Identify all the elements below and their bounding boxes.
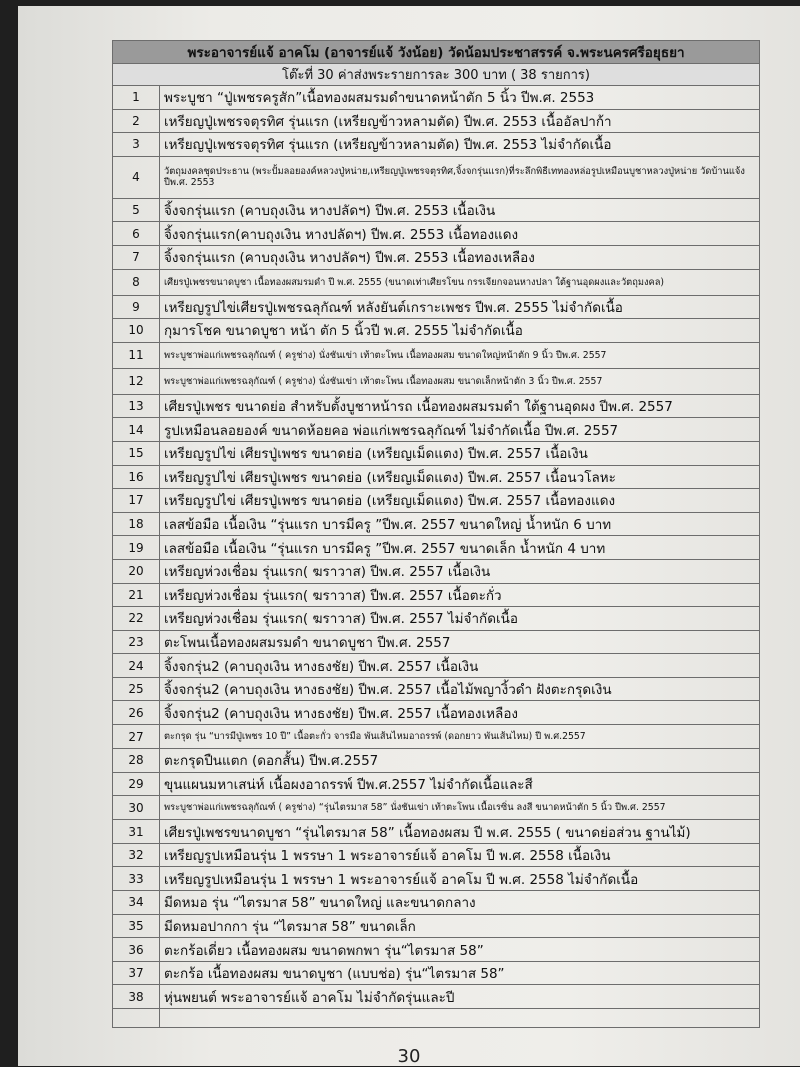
item-number: 21 [113, 583, 160, 607]
item-number: 7 [113, 245, 160, 269]
item-number: 30 [113, 796, 160, 820]
table-title: พระอาจารย์แจ้ อาคโม (อาจารย์แจ้ วังน้อย) วัดน้อมประชาสรรค์ จ.พระนครศรีอยุธยา [113, 41, 760, 64]
item-number: 2 [113, 109, 160, 133]
table-row [113, 867, 760, 891]
empty-cell [113, 1009, 160, 1028]
table-row [113, 86, 760, 110]
table-row [113, 891, 760, 915]
item-number: 3 [113, 133, 160, 157]
item-number: 17 [113, 489, 160, 513]
item-description: หุ่นพยนต์ พระอาจารย์แจ้ อาคโม ไม่จำกัดรุ่นและปี [160, 985, 760, 1009]
item-number: 37 [113, 961, 160, 985]
item-number: 25 [113, 677, 160, 701]
item-description: เหรียญรูปเหมือนรุ่น 1 พรรษา 1 พระอาจารย์แจ้ อาคโม ปี พ.ศ. 2558 เนื้อเงิน [160, 843, 760, 867]
table-row [113, 319, 760, 343]
page-number: 30 [397, 1046, 421, 1067]
table-row [113, 938, 760, 962]
table-row [113, 368, 760, 394]
table-row [113, 269, 760, 295]
item-number: 23 [113, 630, 160, 654]
item-number: 24 [113, 654, 160, 678]
item-description: จิ้งจกรุ่น2 (คาบถุงเงิน หางธงชัย) ปีพ.ศ. 2557 เนื้อทองเหลือง [160, 701, 760, 725]
table-row [113, 109, 760, 133]
item-number: 14 [113, 418, 160, 442]
item-description: ตะกร้อเดี่ยว เนื้อทองผสม ขนาดพกพา รุ่น“ไตรมาส 58” [160, 938, 760, 962]
table-row [113, 772, 760, 796]
item-number: 18 [113, 512, 160, 536]
item-description: เหรียญปู่เพชรจตุรทิศ รุ่นแรก (เหรียญข้าวหลามตัด) ปีพ.ศ. 2553 ไม่จำกัดเนื้อ [160, 133, 760, 157]
item-description: ตะกรุด รุ่น “บารมีปู่เพชร 10 ปี” เนื้อตะกั่ว จารมือ พันเส้นไหมอาถรรพ์ (ดอกยาว พันเส้นไหม) ปี พ.ศ.2557 [160, 725, 760, 749]
item-description: ตะกรุดปืนแตก (ดอกสั้น) ปีพ.ศ.2557 [160, 749, 760, 773]
item-number: 35 [113, 914, 160, 938]
table-row [113, 394, 760, 418]
item-number: 10 [113, 319, 160, 343]
item-number: 22 [113, 607, 160, 631]
item-description: ขุนแผนมหาเสน่ห์ เนื้อผงอาถรรพ์ ปีพ.ศ.2557 ไม่จำกัดเนื้อและสี [160, 772, 760, 796]
item-description: พระบูชาพ่อแก่เพชรฉลุกัณฑ์ ( ครูช่าง) นั่งชันเข่า เท้าตะโพน เนื้อทองผสม ขนาดใหญ่หน้าตัก 9 นิ้ว ปีพ.ศ. 2557 [160, 342, 760, 368]
item-description: กุมารโชค ขนาดบูชา หน้า ตัก 5 นิ้วปี พ.ศ. 2555 ไม่จำกัดเนื้อ [160, 319, 760, 343]
item-description: เลสข้อมือ เนื้อเงิน “รุ่นแรก บารมีครู ”ปีพ.ศ. 2557 ขนาดเล็ก น้ำหนัก 4 บาท [160, 536, 760, 560]
table-row [113, 677, 760, 701]
table-row [113, 465, 760, 489]
item-description: จิ้งจกรุ่นแรก(คาบถุงเงิน หางปลัดฯ) ปีพ.ศ. 2553 เนื้อทองแดง [160, 222, 760, 246]
item-description: พระบูชาพ่อแก่เพชรฉลุกัณฑ์ ( ครูช่าง) “รุ่นไตรมาส 58” นั่งชันเข่า เท้าตะโพน เนื้อเรซิ่น ลงสี ขนาดหน้าตัก 5 นิ้ว ปีพ.ศ. 2557 [160, 796, 760, 820]
item-number: 13 [113, 394, 160, 418]
item-number: 20 [113, 559, 160, 583]
item-description: จิ้งจกรุ่น2 (คาบถุงเงิน หางธงชัย) ปีพ.ศ. 2557 เนื้อไม้พญางิ้วดำ ฝังตะกรุดเงิน [160, 677, 760, 701]
item-number: 36 [113, 938, 160, 962]
item-number: 4 [113, 156, 160, 198]
item-description: จิ้งจกรุ่นแรก (คาบถุงเงิน หางปลัดฯ) ปีพ.ศ. 2553 เนื้อเงิน [160, 198, 760, 222]
item-description: วัตถุมงคลชุดประธาน (พระปั้มลอยองค์หลวงปู่หน่าย,เหรียญปู่เพชรจตุรทิศ,จิ้งจกรุ่นแรก)ที่ระลึกพิธีเททองหล่อรูปเหมือนบูชาหลวงปู่หน่าย วัดบ้านแจ้ง ปีพ.ศ. 2553 [160, 156, 760, 198]
item-description: เหรียญห่วงเชื่อม รุ่นแรก( ฆราวาส) ปีพ.ศ. 2557 เนื้อเงิน [160, 559, 760, 583]
item-description: เหรียญห่วงเชื่อม รุ่นแรก( ฆราวาส) ปีพ.ศ. 2557 เนื้อตะกั่ว [160, 583, 760, 607]
table-row [113, 701, 760, 725]
table-row [113, 222, 760, 246]
item-number: 27 [113, 725, 160, 749]
item-description: ตะกร้อ เนื้อทองผสม ขนาดบูชา (แบบช่อ) รุ่น“ไตรมาส 58” [160, 961, 760, 985]
item-number: 29 [113, 772, 160, 796]
table-row [113, 133, 760, 157]
item-number: 32 [113, 843, 160, 867]
item-number: 28 [113, 749, 160, 773]
item-description: รูปเหมือนลอยองค์ ขนาดห้อยคอ พ่อแก่เพชรฉลุกัณฑ์ ไม่จำกัดเนื้อ ปีพ.ศ. 2557 [160, 418, 760, 442]
table-row [113, 418, 760, 442]
catalog-page [18, 6, 800, 1066]
item-number: 19 [113, 536, 160, 560]
table-row [113, 607, 760, 631]
item-number: 8 [113, 269, 160, 295]
item-description: มีดหมอ รุ่น “ไตรมาส 58” ขนาดใหญ่ และขนาดกลาง [160, 891, 760, 915]
item-number: 31 [113, 820, 160, 844]
table-row [113, 583, 760, 607]
table-row [113, 985, 760, 1009]
table-row [113, 843, 760, 867]
table-row [113, 536, 760, 560]
item-number: 5 [113, 198, 160, 222]
item-description: เศียรปู่เพชรขนาดบูชา “รุ่นไตรมาส 58” เนื้อทองผสม ปี พ.ศ. 2555 ( ขนาดย่อส่วน ฐานไม้) [160, 820, 760, 844]
item-description: เหรียญรูปไข่ เศียรปู่เพชร ขนาดย่อ (เหรียญเม็ดแตง) ปีพ.ศ. 2557 เนื้อทองแดง [160, 489, 760, 513]
item-number: 12 [113, 368, 160, 394]
item-description: เหรียญรูปไข่ เศียรปู่เพชร ขนาดย่อ (เหรียญเม็ดแตง) ปีพ.ศ. 2557 เนื้อเงิน [160, 441, 760, 465]
item-description: มีดหมอปากกา รุ่น “ไตรมาส 58” ขนาดเล็ก [160, 914, 760, 938]
table-title-row [113, 41, 760, 64]
table-row [113, 512, 760, 536]
table-row [113, 342, 760, 368]
empty-row [113, 1009, 760, 1028]
table-subtitle-row [113, 64, 760, 86]
item-description: เหรียญรูปไข่ เศียรปู่เพชร ขนาดย่อ (เหรียญเม็ดแตง) ปีพ.ศ. 2557 เนื้อนวโลหะ [160, 465, 760, 489]
empty-cell [160, 1009, 760, 1028]
item-description: พระบูชา “ปู่เพชรครูสัก”เนื้อทองผสมรมดำขนาดหน้าตัก 5 นิ้ว ปีพ.ศ. 2553 [160, 86, 760, 110]
table-row [113, 820, 760, 844]
item-description: เศียรปู่เพชร ขนาดย่อ สำหรับตั้งบูชาหน้ารถ เนื้อทองผสมรมดำ ใต้ฐานอุดผง ปีพ.ศ. 2557 [160, 394, 760, 418]
item-description: เหรียญรูปเหมือนรุ่น 1 พรรษา 1 พระอาจารย์แจ้ อาคโม ปี พ.ศ. 2558 ไม่จำกัดเนื้อ [160, 867, 760, 891]
item-table [112, 40, 760, 1028]
table-row [113, 749, 760, 773]
table-row [113, 796, 760, 820]
item-description: เหรียญห่วงเชื่อม รุ่นแรก( ฆราวาส) ปีพ.ศ. 2557 ไม่จำกัดเนื้อ [160, 607, 760, 631]
item-number: 16 [113, 465, 160, 489]
table-row [113, 295, 760, 319]
item-number: 34 [113, 891, 160, 915]
item-number: 6 [113, 222, 160, 246]
table-subtitle: โต๊ะที่ 30 ค่าส่งพระรายการละ 300 บาท ( 38 รายการ) [113, 64, 760, 86]
item-description: เลสข้อมือ เนื้อเงิน “รุ่นแรก บารมีครู ”ปีพ.ศ. 2557 ขนาดใหญ่ น้ำหนัก 6 บาท [160, 512, 760, 536]
table-row [113, 725, 760, 749]
item-number: 15 [113, 441, 160, 465]
item-number: 1 [113, 86, 160, 110]
item-description: พระบูชาพ่อแก่เพชรฉลุกัณฑ์ ( ครูช่าง) นั่งชันเข่า เท้าตะโพน เนื้อทองผสม ขนาดเล็กหน้าตัก 3 นิ้ว ปีพ.ศ. 2557 [160, 368, 760, 394]
table-row [113, 245, 760, 269]
item-description: เหรียญรูปไข่เศียรปู่เพชรฉลุกัณฑ์ หลังยันต์เกราะเพชร ปีพ.ศ. 2555 ไม่จำกัดเนื้อ [160, 295, 760, 319]
table-row [113, 914, 760, 938]
item-number: 33 [113, 867, 160, 891]
table-row [113, 489, 760, 513]
table-row [113, 441, 760, 465]
table-row [113, 198, 760, 222]
item-number: 38 [113, 985, 160, 1009]
item-description: จิ้งจกรุ่นแรก (คาบถุงเงิน หางปลัดฯ) ปีพ.ศ. 2553 เนื้อทองเหลือง [160, 245, 760, 269]
item-number: 26 [113, 701, 160, 725]
item-number: 11 [113, 342, 160, 368]
item-description: เหรียญปู่เพชรจตุรทิศ รุ่นแรก (เหรียญข้าวหลามตัด) ปีพ.ศ. 2553 เนื้ออัลปาก้า [160, 109, 760, 133]
item-description: ตะโพนเนื้อทองผสมรมดำ ขนาดบูชา ปีพ.ศ. 2557 [160, 630, 760, 654]
table-row [113, 630, 760, 654]
item-description: จิ้งจกรุ่น2 (คาบถุงเงิน หางธงชัย) ปีพ.ศ. 2557 เนื้อเงิน [160, 654, 760, 678]
table-row [113, 654, 760, 678]
table-row [113, 156, 760, 198]
table-row [113, 559, 760, 583]
item-number: 9 [113, 295, 160, 319]
table-row [113, 961, 760, 985]
item-description: เศียรปู่เพชรขนาดบูชา เนื้อทองผสมรมดำ ปี พ.ศ. 2555 (ขนาดเท่าเศียรโขน กรรเจียกจอนหางปลา ใต้ฐานอุดผงและวัตถุมงคล) [160, 269, 760, 295]
